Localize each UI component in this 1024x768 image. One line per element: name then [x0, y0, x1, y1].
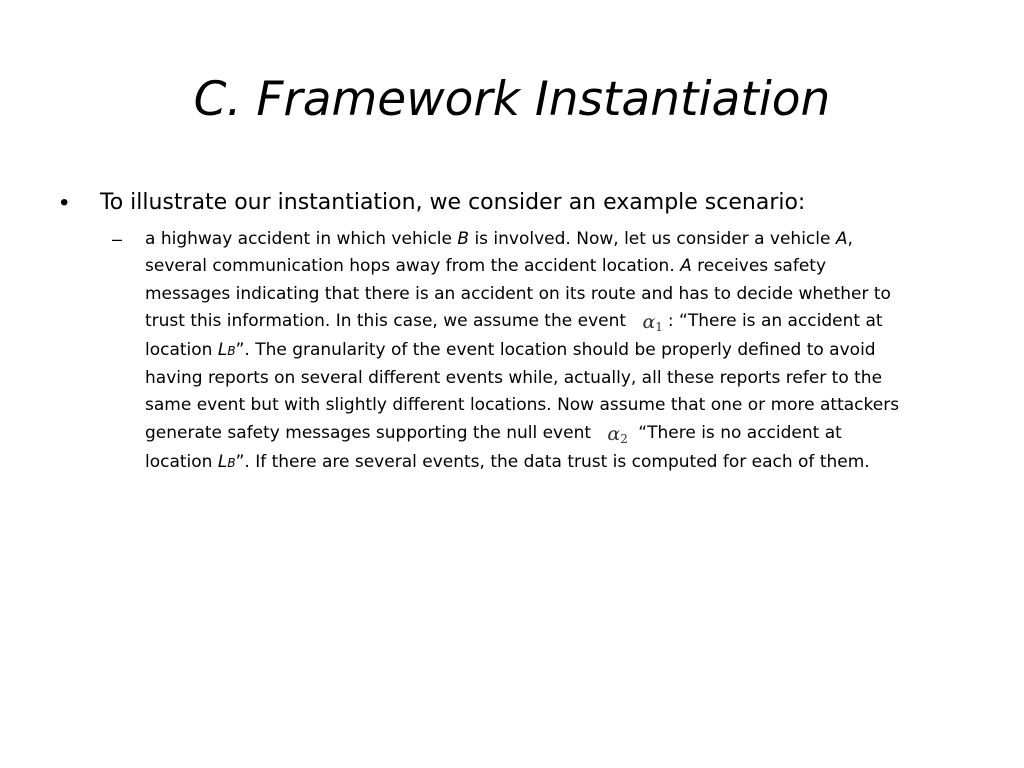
alpha-symbol: α — [642, 310, 656, 333]
location-subscript: B — [227, 455, 236, 470]
sub-bullet-paragraph — [145, 226, 957, 477]
vehicle-a-label: A — [835, 229, 848, 249]
paragraph-line-1 — [145, 226, 957, 253]
alpha-index: 2 — [620, 431, 628, 446]
text-run: a highway accident in which vehicle — [145, 229, 458, 249]
sub-bullet-item — [112, 226, 962, 477]
paragraph-line-4 — [145, 308, 957, 337]
bullet-marker: • — [60, 189, 69, 216]
paragraph-line-2 — [145, 253, 957, 280]
slide-title: C. Framework Instantiation — [193, 72, 831, 127]
event-alpha2-formula — [604, 424, 630, 449]
text-run: trust this information. In this case, we assume the event — [145, 310, 632, 331]
location-symbol: L — [217, 339, 228, 360]
sub-bullet-marker: – — [112, 229, 123, 249]
text-run: location — [145, 339, 218, 360]
alpha-index: 1 — [655, 319, 663, 334]
text-run: location — [145, 451, 218, 472]
text-run: ”. If there are several events, the data trust is computed for each of them. — [235, 451, 870, 472]
text-run: : “There is an accident at — [667, 310, 883, 331]
bullet-text: To illustrate our instantiation, we consider an example scenario: — [100, 190, 806, 215]
paragraph-line-3: messages indicating that there is an accident on its route and has to decide whether to — [145, 283, 891, 304]
text-run: is involved. Now, let us consider a vehicle — [469, 229, 836, 249]
bullet-item — [60, 186, 980, 220]
paragraph-line-5 — [145, 337, 957, 365]
paragraph-line-9 — [145, 449, 957, 477]
text-run: “There is no accident at — [632, 422, 842, 443]
vehicle-b-label: B — [457, 229, 470, 249]
vehicle-a-label: A — [680, 256, 692, 277]
alpha-symbol: α — [607, 422, 621, 445]
text-run: , — [847, 229, 853, 249]
location-subscript: B — [227, 343, 236, 358]
text-run: receives safety — [691, 256, 827, 277]
text-run: generate safety messages supporting the null event — [145, 422, 597, 443]
paragraph-line-6: having reports on several different events while, actually, all these reports refer to the — [145, 368, 883, 389]
event-alpha1-formula — [639, 312, 665, 337]
location-symbol: L — [217, 451, 228, 472]
text-run: ”. The granularity of the event location should be properly defined to avoid — [235, 339, 876, 360]
text-run: several communication hops away from the accident location. — [145, 256, 681, 277]
paragraph-line-7: same event but with slightly different locations. Now assume that one or more attackers — [145, 395, 900, 416]
paragraph-line-8 — [145, 420, 957, 449]
